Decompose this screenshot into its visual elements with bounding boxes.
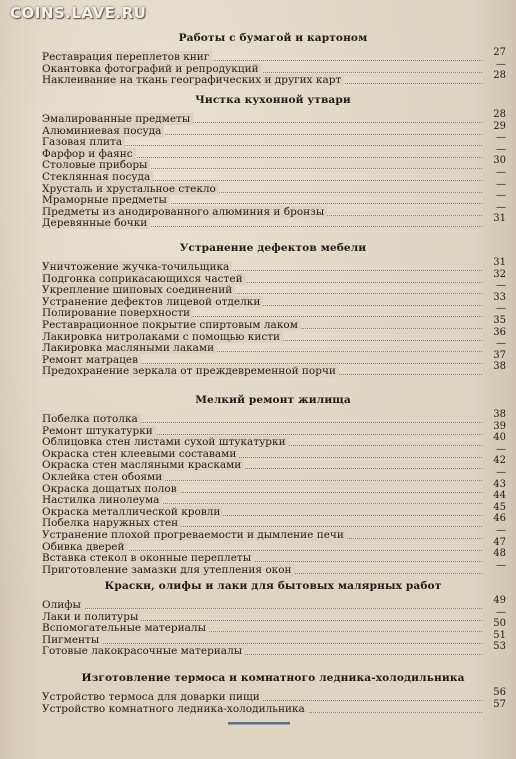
entry-page-number: 37 bbox=[493, 349, 506, 361]
entry-page-number: 45 bbox=[493, 501, 506, 513]
entry-page-number: — bbox=[496, 132, 506, 144]
entry-label: Наклеивание на ткань географических и других карт bbox=[42, 74, 342, 87]
entry-label: Побелка наружных стен bbox=[42, 517, 179, 530]
toc-entry bbox=[42, 213, 506, 230]
entry-label: Окраска стен клеевыми составами bbox=[42, 447, 237, 460]
entry-page-number: — bbox=[496, 280, 506, 292]
section-title: Мелкий ремонт жилища bbox=[195, 394, 351, 406]
entry-label: Алюминиевая посуда bbox=[42, 124, 162, 137]
toc-entry bbox=[42, 559, 506, 577]
entry-page-number: 51 bbox=[493, 629, 506, 641]
toc-section bbox=[0, 672, 516, 715]
bottom-rule bbox=[228, 722, 290, 725]
entry-page-number: — bbox=[496, 559, 506, 571]
entry-page-number: 40 bbox=[493, 432, 506, 444]
section-title: Чистка кухонной утвари bbox=[195, 94, 351, 106]
entry-label: Фарфор и фаянс bbox=[42, 147, 133, 160]
toc-entry bbox=[42, 361, 506, 378]
entry-label: Обивка дверей bbox=[42, 540, 125, 553]
entry-label: Предметы из анодированного алюминия и бронзы bbox=[42, 205, 325, 218]
entry-page-number: 31 bbox=[493, 213, 506, 225]
entry-label: Укрепление шиповых соединений bbox=[42, 284, 233, 297]
entry-page-number: 46 bbox=[493, 513, 506, 525]
entry-page-number: — bbox=[496, 606, 506, 618]
entry-label: Эмалированные предметы bbox=[42, 113, 191, 125]
toc-entry bbox=[42, 641, 506, 658]
entry-label: Предохранение зеркала от преждевременной порчи bbox=[42, 365, 336, 378]
entry-label: Окантовка фотографий и репродукций bbox=[42, 62, 259, 75]
entry-label: Окраска стен масляными красками bbox=[42, 459, 242, 472]
entry-label: Лаки и политуры bbox=[42, 610, 139, 623]
toc-entry bbox=[42, 190, 506, 207]
entry-page-number: 28 bbox=[493, 70, 506, 82]
entry-page-number: 33 bbox=[493, 291, 506, 303]
entry-page-number: 31 bbox=[493, 257, 506, 268]
entry-page-number: 56 bbox=[493, 687, 506, 698]
entry-label: Оклейка стен обоями bbox=[42, 470, 163, 483]
entry-label: Приготовление замазки для утепления окон bbox=[42, 563, 292, 576]
entry-page-number: 39 bbox=[493, 420, 506, 432]
entry-page-number: — bbox=[496, 58, 506, 70]
watermark: COINS.LAVE.RU bbox=[10, 4, 147, 22]
entry-page-number: 53 bbox=[493, 641, 506, 653]
entry-page-number: 49 bbox=[493, 595, 506, 606]
section-title: Изготовление термоса и комнатного ледника-холодильника bbox=[81, 672, 465, 684]
entry-page-number: 50 bbox=[493, 618, 506, 630]
entry-label: Ремонт матрацев bbox=[42, 353, 139, 366]
entry-label: Подгонка соприкасающихся частей bbox=[42, 272, 243, 285]
toc-section bbox=[0, 580, 516, 658]
entry-label: Настилка линолеума bbox=[42, 494, 160, 507]
section-title: Устранение дефектов мебели bbox=[179, 242, 367, 254]
entry-page-number: 32 bbox=[493, 268, 506, 280]
toc-entry bbox=[42, 70, 506, 87]
entry-label: Устранение плохой прогреваемости и дымление печи bbox=[42, 528, 344, 541]
entry-label: Лакировка масляными лаками bbox=[42, 342, 215, 355]
entry-label: Мраморные предметы bbox=[42, 194, 167, 207]
entry-page-number: 57 bbox=[493, 698, 506, 710]
entry-label: Реставрационное покрытие спиртовым лаком bbox=[42, 318, 298, 331]
entry-label: Готовые лакокрасочные материалы bbox=[42, 645, 243, 658]
entry-label: Реставрация переплетов книг bbox=[42, 51, 210, 63]
toc-entry bbox=[42, 47, 506, 64]
section-title: Краски, олифы и лаки для бытовых малярных работ bbox=[104, 580, 442, 592]
entry-label: Уничтожение жучка-точильщика bbox=[42, 261, 230, 273]
entry-page-number: — bbox=[496, 466, 506, 478]
entry-page-number: 38 bbox=[493, 409, 506, 420]
toc-section bbox=[0, 32, 516, 87]
entry-page-number: — bbox=[496, 443, 506, 455]
entry-page-number: 29 bbox=[493, 120, 506, 132]
entry-label: Устранение дефектов лицевой отделки bbox=[42, 295, 261, 308]
entry-page-number: — bbox=[496, 143, 506, 155]
entry-label: Полирование поверхности bbox=[42, 307, 191, 320]
toc-entry bbox=[42, 166, 506, 184]
entry-label: Побелка потолка bbox=[42, 413, 138, 425]
entry-page-number: — bbox=[496, 338, 506, 350]
dot-leader bbox=[42, 643, 482, 644]
entry-page-number: 27 bbox=[493, 47, 506, 58]
entry-page-number: — bbox=[496, 524, 506, 536]
entry-label: Стеклянная посуда bbox=[42, 170, 151, 183]
entry-page-number: 36 bbox=[493, 326, 506, 338]
entry-label: Столовые приборы bbox=[42, 159, 148, 172]
dot-leader bbox=[42, 608, 482, 609]
entry-page-number: 30 bbox=[493, 155, 506, 167]
toc-entry bbox=[42, 548, 506, 565]
entry-label: Устройство комнатного ледника-холодильника bbox=[42, 702, 305, 715]
toc-entry bbox=[42, 595, 506, 612]
entry-label: Лакировка нитролаками с помощью кисти bbox=[42, 330, 281, 343]
entry-page-number: 42 bbox=[493, 455, 506, 467]
entry-label: Устройство термоса для доварки пищи bbox=[42, 691, 260, 703]
entry-label: Окраска дощатых полов bbox=[42, 482, 177, 495]
entry-page-number: — bbox=[496, 178, 506, 190]
entry-label: Ремонт штукатурки bbox=[42, 424, 153, 437]
section-title: Работы с бумагой и картоном bbox=[178, 32, 368, 44]
entry-label: Пигменты bbox=[42, 633, 100, 646]
entry-label: Деревянные бочки bbox=[42, 217, 148, 230]
toc-entry bbox=[42, 698, 506, 716]
entry-label: Облицовка стен листами сухой штукатурки bbox=[42, 436, 286, 449]
entry-page-number: 48 bbox=[493, 548, 506, 560]
entry-page-number: 28 bbox=[493, 109, 506, 120]
entry-page-number: 43 bbox=[493, 478, 506, 490]
entry-page-number: — bbox=[496, 166, 506, 178]
entry-page-number: 35 bbox=[493, 314, 506, 326]
entry-page-number: — bbox=[496, 303, 506, 315]
entry-page-number: 47 bbox=[493, 536, 506, 548]
entry-page-number: — bbox=[496, 190, 506, 202]
toc-section bbox=[0, 242, 516, 378]
entry-page-number: 38 bbox=[493, 361, 506, 373]
entry-page-number: — bbox=[496, 201, 506, 213]
entry-label: Вставка стекол в оконные переплеты bbox=[42, 552, 252, 565]
toc-section bbox=[0, 394, 516, 576]
entry-label: Окраска металлической кровли bbox=[42, 505, 221, 518]
toc-section bbox=[0, 94, 516, 230]
entry-label: Вспомогательные материалы bbox=[42, 622, 206, 635]
entry-page-number: 44 bbox=[493, 490, 506, 502]
entry-label: Олифы bbox=[42, 599, 81, 611]
entry-label: Газовая плита bbox=[42, 136, 123, 149]
entry-label: Хрусталь и хрустальное стекло bbox=[42, 182, 216, 195]
